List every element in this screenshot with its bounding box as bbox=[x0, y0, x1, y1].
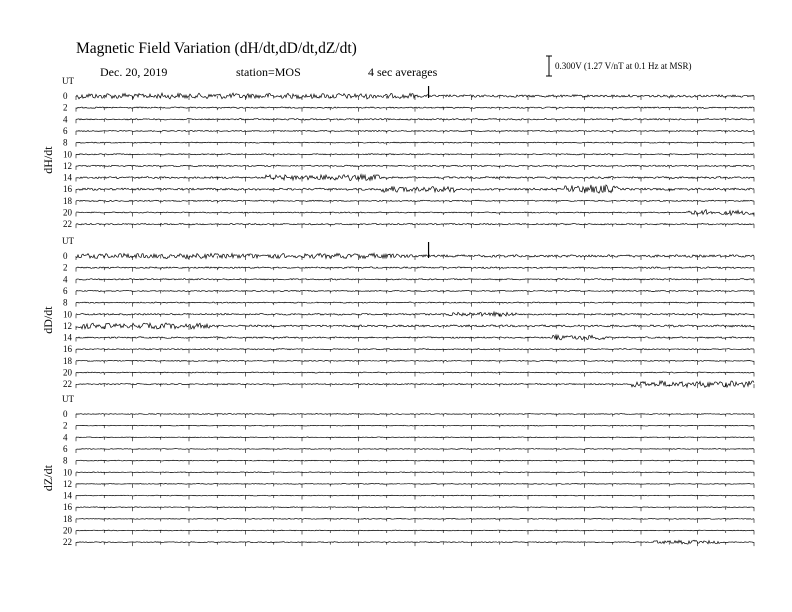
row-label: 16 bbox=[63, 344, 72, 355]
row-label: 2 bbox=[63, 102, 68, 113]
row-label: 10 bbox=[63, 467, 72, 478]
row-label: 14 bbox=[63, 332, 72, 343]
row-label: 10 bbox=[63, 149, 72, 160]
row-label: 20 bbox=[63, 367, 72, 378]
row-label: 12 bbox=[63, 478, 72, 489]
panel-dZ-dt bbox=[41, 394, 754, 547]
row-label: 18 bbox=[63, 355, 72, 366]
panel-axis-label: dZ/dt bbox=[41, 465, 55, 492]
row-label: 6 bbox=[63, 285, 68, 296]
row-label: 14 bbox=[63, 490, 72, 501]
row-label: 0 bbox=[63, 409, 68, 419]
row-label: 22 bbox=[63, 219, 72, 230]
row-label: 16 bbox=[63, 184, 72, 195]
panel-axis-label: dH/dt bbox=[41, 146, 55, 174]
chart-station: station=MOS bbox=[236, 65, 301, 79]
row-label: 0 bbox=[63, 251, 68, 261]
row-label: 6 bbox=[63, 125, 68, 136]
row-label: 2 bbox=[63, 420, 68, 431]
row-label: 8 bbox=[63, 455, 68, 466]
panels-group bbox=[41, 76, 754, 547]
scale-bar bbox=[546, 56, 692, 76]
row-label: 8 bbox=[63, 137, 68, 148]
row-label: 16 bbox=[63, 502, 72, 513]
chart-date: Dec. 20, 2019 bbox=[100, 65, 168, 79]
row-label: 2 bbox=[63, 262, 68, 273]
chart-title: Magnetic Field Variation (dH/dt,dD/dt,dZ/dt) bbox=[76, 40, 357, 57]
ut-label: UT bbox=[62, 76, 74, 86]
row-label: 6 bbox=[63, 443, 68, 454]
row-label: 4 bbox=[63, 432, 68, 443]
ut-label: UT bbox=[62, 236, 74, 246]
row-label: 22 bbox=[63, 537, 72, 548]
row-label: 14 bbox=[63, 172, 72, 183]
chart-averaging: 4 sec averages bbox=[368, 65, 438, 79]
row-label: 4 bbox=[63, 274, 68, 285]
row-label: 18 bbox=[63, 513, 72, 524]
row-label: 0 bbox=[63, 91, 68, 101]
row-label: 10 bbox=[63, 309, 72, 320]
row-label: 20 bbox=[63, 525, 72, 536]
row-label: 20 bbox=[63, 207, 72, 218]
row-label: 18 bbox=[63, 195, 72, 206]
panel-dH-dt bbox=[41, 76, 754, 229]
scale-label: 0.300V (1.27 V/nT at 0.1 Hz at MSR) bbox=[555, 61, 692, 71]
panel-dD-dt bbox=[41, 236, 754, 389]
row-label: 4 bbox=[63, 114, 68, 125]
panel-axis-label: dD/dt bbox=[41, 306, 55, 334]
row-label: 12 bbox=[63, 320, 72, 331]
row-label: 22 bbox=[63, 379, 72, 390]
row-label: 12 bbox=[63, 160, 72, 171]
ut-label: UT bbox=[62, 394, 74, 404]
row-label: 8 bbox=[63, 297, 68, 308]
